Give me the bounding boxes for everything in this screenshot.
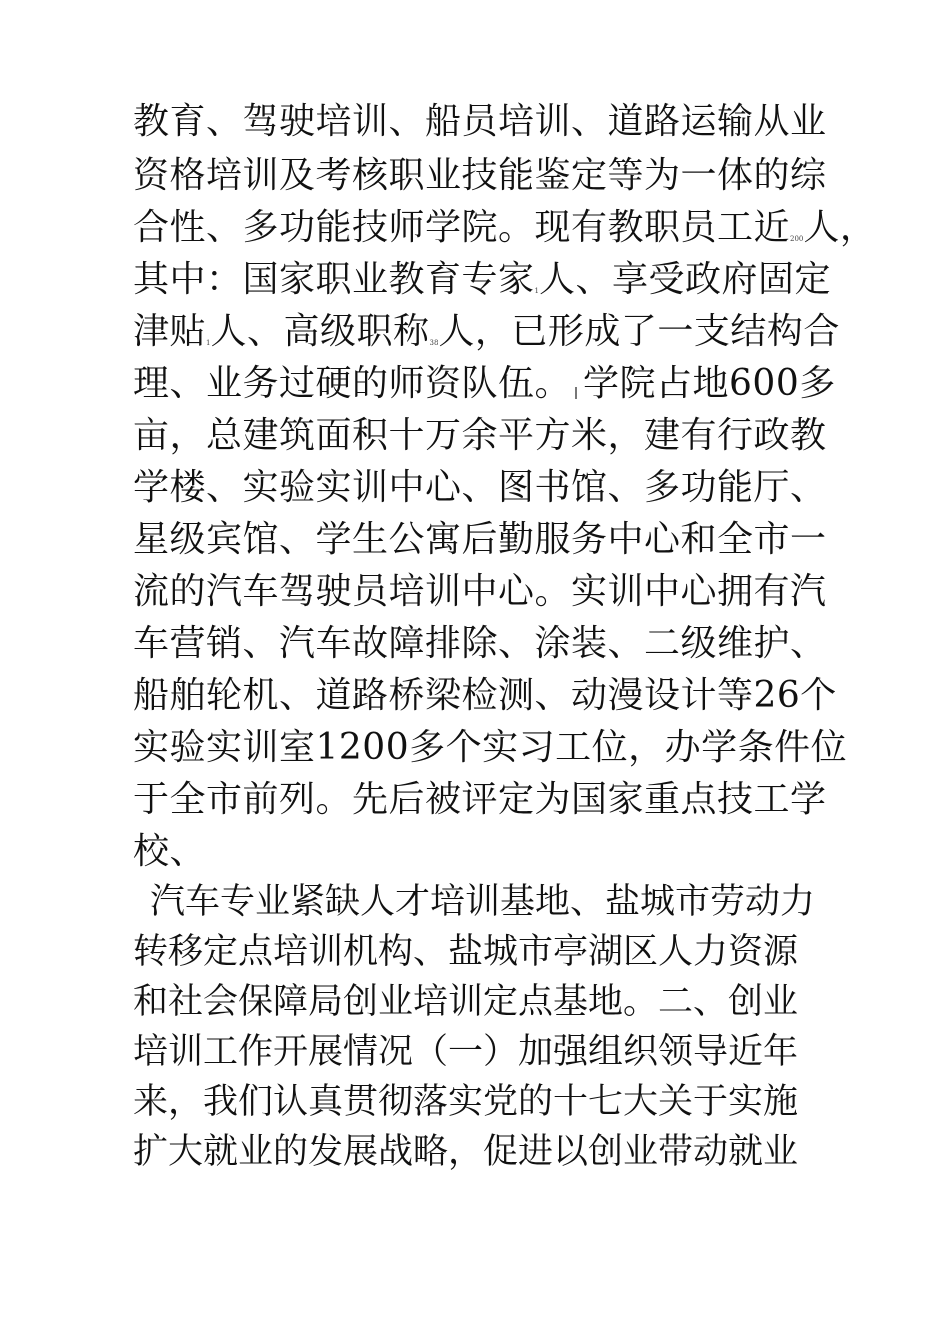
text-line: 扩大就业的发展战略，促进以创业带动就业 xyxy=(133,1132,799,1172)
text-line: 教育、驾驶培训、船员培训、道路运输从业 xyxy=(133,101,827,142)
staff-count-value: 200 xyxy=(790,235,804,243)
text-segment: 津贴 xyxy=(133,311,207,352)
artifact-mark xyxy=(575,387,577,399)
text-line: 和社会保障局创业培训定点基地。二、创业 xyxy=(133,982,799,1022)
text-line: 学楼、实验实训中心、图书馆、多功能厅、 xyxy=(133,467,827,508)
text-line: 亩，总建筑面积十万余平方米，建有行政教 xyxy=(133,415,827,456)
experts-count-value: 1 xyxy=(534,287,539,295)
text-line: 来，我们认真贯彻落实党的十七大关于实施 xyxy=(133,1082,799,1122)
subsidy-count-value: 1 xyxy=(206,339,211,347)
text-segment: 其中：国家职业教育专家 xyxy=(133,259,535,300)
text-segment: 人、高级职称 xyxy=(210,311,430,352)
text-segment: 合性、多功能技师学院。现有教职员工近 xyxy=(133,207,791,248)
text-line xyxy=(133,362,836,406)
text-line: 船舶轮机、道路桥梁检测、动漫设计等26个 xyxy=(133,675,837,716)
text-line: 于全市前列。先后被评定为国家重点技工学 xyxy=(133,779,827,820)
text-line: 资格培训及考核职业技能鉴定等为一体的综 xyxy=(133,155,827,196)
text-line: 星级宾馆、学生公寓后勤服务中心和全市一 xyxy=(133,519,827,560)
text-segment: 人，已形成了一支结构合 xyxy=(438,311,840,352)
text-line: 实验实训室1200多个实习工位，办学条件位 xyxy=(133,727,848,768)
text-segment: 学院占地600多 xyxy=(583,363,836,404)
text-segment: 人、享受政府固定 xyxy=(538,259,831,300)
text-segment: 理、业务过硬的师资队伍。 xyxy=(133,363,572,404)
text-segment: 人， xyxy=(803,207,877,248)
text-line: 车营销、汽车故障排除、涂装、二级维护、 xyxy=(133,623,827,664)
text-line: 汽车专业紧缺人才培训基地、盐城市劳动力 xyxy=(150,882,816,922)
text-line: 校、 xyxy=(133,831,207,872)
text-line: 培训工作开展情况（一）加强组织领导近年 xyxy=(133,1032,799,1072)
senior-titles-count-value: 38 xyxy=(429,339,439,347)
text-line xyxy=(133,310,840,354)
text-line: 转移定点培训机构、盐城市亭湖区人力资源 xyxy=(133,932,799,972)
text-line xyxy=(133,258,831,302)
text-line: 流的汽车驾驶员培训中心。实训中心拥有汽 xyxy=(133,571,827,612)
text-line xyxy=(133,206,876,250)
